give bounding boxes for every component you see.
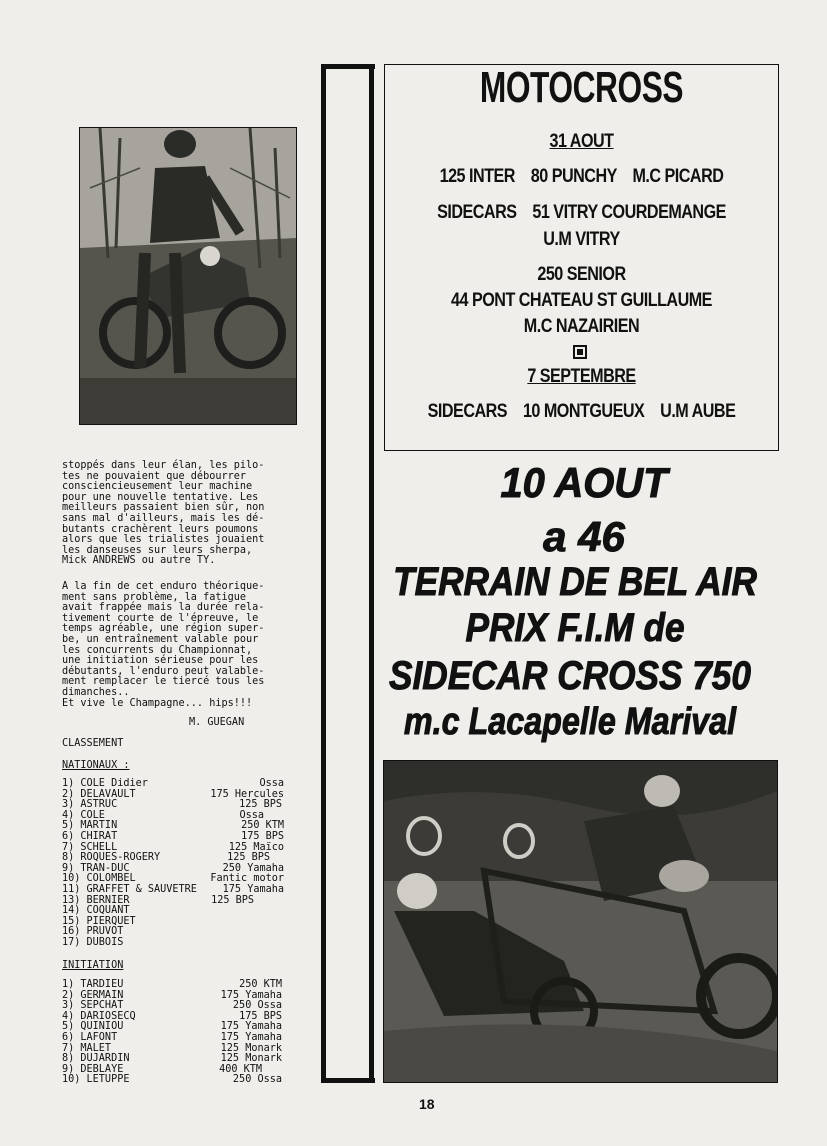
divider-frame-bottom [321, 1078, 375, 1083]
table-row: 15) PIERQUET [62, 915, 136, 927]
table-row: 4) COLE Ossa [62, 809, 264, 821]
motocross-line-5: 44 PONT CHATEAU ST GUILLAUME [451, 290, 712, 311]
date-31-aout: 31 AOUT [549, 131, 614, 152]
table-row: 5) MARTIN 250 KTM [62, 820, 284, 832]
date-7-septembre: 7 SEPTEMBRE [527, 366, 636, 387]
table-row: 9) DEBLAYE 400 KTM [62, 1063, 262, 1075]
divider-frame-top [321, 64, 375, 69]
table-row: 4) DARIOSECQ 175 BPS [62, 1010, 282, 1022]
table-row: 17) DUBOIS [62, 936, 124, 948]
table-row: 1) COLE Didier Ossa [62, 778, 284, 789]
table-row: 10) LETUPPE 250 Ossa [62, 1074, 282, 1086]
event-dept: a 46 [543, 513, 625, 560]
classement-heading: CLASSEMENT [62, 738, 124, 749]
table-row: 13) BERNIER 125 BPS [62, 894, 254, 906]
nationaux-heading: NATIONAUX : [62, 760, 130, 771]
rider-photo [79, 127, 297, 425]
event-date: 10 AOUT [500, 459, 668, 506]
motocross-box [384, 64, 779, 451]
table-row: 7) SCHELL 125 Maïco [62, 841, 284, 853]
sidecar-photo [383, 760, 778, 1083]
initiation-list [62, 980, 282, 1086]
table-row: 9) TRAN-DUC 250 Yamaha [62, 862, 284, 874]
article-paragraph-2: A la fin de cet enduro théorique- ment sans problème, la fatigue avait frappée mais la durée rela- tivement courte de l'épreuve, le temps agréable, une région super- be, un entraînement valable pour les concurrents du Championnat, une initiation sérieuse pour les débutants, l'enduro peut valable- ment remplacer le tiercé tous les dimanches.. Et vive le Champagne... hips!!! [62, 581, 265, 709]
event-club: m.c Lacapelle Marival [403, 701, 737, 743]
table-row: 11) GRAFFET & SAUVETRE 175 Yamaha [62, 883, 284, 895]
event-venue: TERRAIN DE BEL AIR [393, 560, 757, 604]
table-row: 1) TARDIEU 250 KTM [62, 979, 282, 990]
motocross-line-2: SIDECARS 51 VITRY COURDEMANGE [437, 202, 726, 223]
article-author: M. GUEGAN [189, 717, 245, 728]
table-row: 3) SEPCHAT 250 Ossa [62, 1000, 282, 1012]
article-paragraph-1: stoppés dans leur élan, les pilo- tes ne pouvaient que débourrer consciencieusement leur machine pour une nouvelle tentative. Les meilleurs passaient bien sûr, non sans mal d'ailleurs, mais les dé- butants crachèrent leurs poumons alors que les trialistes jouaient les danseuses sur leurs sherpa, Mick ANDREWS ou autre TY. [62, 460, 265, 567]
event-prize: PRIX F.I.M de [465, 606, 685, 650]
nationaux-list [62, 779, 284, 949]
table-row: 2) DELAVAULT 175 Hercules [62, 788, 284, 800]
initiation-heading: INITIATION [62, 960, 124, 971]
motocross-line-1: 125 INTER 80 PUNCHY M.C PICARD [439, 166, 724, 187]
separator-square-icon [573, 345, 587, 359]
page-number: 18 [419, 1096, 435, 1112]
table-row: 10) COLOMBEL Fantic motor [62, 873, 284, 885]
motocross-line-4: 250 SENIOR [537, 264, 626, 285]
table-row: 6) CHIRAT 175 BPS [62, 830, 284, 842]
table-row: 14) COQUANT [62, 905, 130, 917]
table-row: 5) QUINIOU 175 Yamaha [62, 1021, 282, 1033]
table-row: 8) DUJARDIN 125 Monark [62, 1053, 282, 1065]
table-row: 2) GERMAIN 175 Yamaha [62, 989, 282, 1001]
event-category: SIDECAR CROSS 750 [389, 654, 751, 698]
motocross-line-7: SIDECARS 10 MONTGUEUX U.M AUBE [427, 401, 736, 422]
table-row: 6) LAFONT 175 Yamaha [62, 1031, 282, 1043]
table-row: 8) ROQUES-ROGERY 125 BPS [62, 852, 270, 864]
motocross-line-3: U.M VITRY [543, 229, 620, 250]
divider-frame-left [321, 64, 326, 1083]
table-row: 3) ASTRUC 125 BPS [62, 799, 282, 811]
table-row: 7) MALET 125 Monark [62, 1042, 282, 1054]
table-row: 16) PRUVOT [62, 926, 124, 938]
motocross-title: MOTOCROSS [479, 63, 684, 112]
motocross-line-6: M.C NAZAIRIEN [523, 316, 640, 337]
